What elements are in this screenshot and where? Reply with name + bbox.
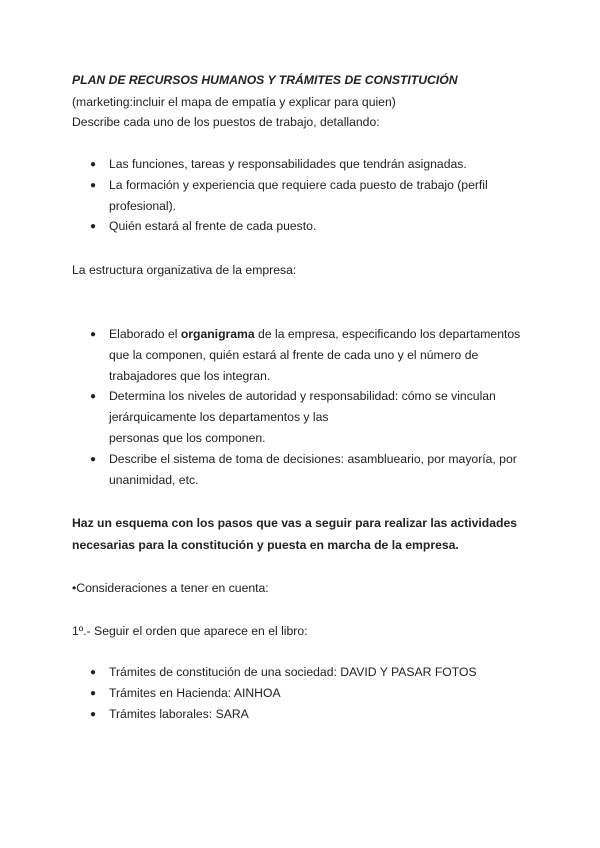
list-item: Describe el sistema de toma de decisiones: asamblueario, por mayoría, por <box>109 452 517 466</box>
bullet-icon: ● <box>90 180 97 191</box>
list-item: Determina los niveles de autoridad y responsabilidad: cómo se vinculan <box>109 389 496 403</box>
list-item: Quién estará al frente de cada puesto. <box>109 219 317 233</box>
estructura-heading: La estructura organizativa de la empresa: <box>72 263 297 277</box>
bullet-icon: ● <box>90 391 97 402</box>
document-title: PLAN DE RECURSOS HUMANOS Y TRÁMITES DE CONSTITUCIÓN <box>72 73 458 87</box>
list-item: Las funciones, tareas y responsabilidades que tendrán asignadas. <box>109 157 467 171</box>
list-item-continuation: jerárquicamente los departamentos y las <box>109 410 329 424</box>
list-item: Trámites de constitución de una sociedad: DAVID Y PASAR FOTOS <box>109 665 477 679</box>
bullet-icon: ● <box>90 329 97 340</box>
list-item-text: Elaborado el <box>109 327 181 341</box>
list-item: La formación y experiencia que requiere cada puesto de trabajo (perfil <box>109 178 488 192</box>
consideraciones-heading: •Consideraciones a tener en cuenta: <box>72 581 269 595</box>
esquema-paragraph-continuation: necesarias para la constitución y puesta en marcha de la empresa. <box>72 538 459 552</box>
list-item-continuation: que la componen, quién estará al frente de cada uno y el número de <box>109 348 479 362</box>
list-item-text: de la empresa, especificando los departamentos <box>254 327 521 341</box>
paso-1: 1º.- Seguir el orden que aparece en el libro: <box>72 624 308 638</box>
bullet-icon: ● <box>90 667 97 678</box>
list-item-continuation: personas que los componen. <box>109 431 266 445</box>
bullet-icon: ● <box>90 709 97 720</box>
list-item: Trámites laborales: SARA <box>109 707 249 721</box>
list-item: Trámites en Hacienda: AINHOA <box>109 686 281 700</box>
intro-paragraph: Describe cada uno de los puestos de trabajo, detallando: <box>72 115 380 129</box>
list-item-continuation: unanimidad, etc. <box>109 473 199 487</box>
bullet-icon: ● <box>90 221 97 232</box>
bullet-icon: ● <box>90 454 97 465</box>
esquema-paragraph: Haz un esquema con los pasos que vas a seguir para realizar las actividades <box>72 516 518 530</box>
list-item <box>109 326 520 342</box>
bullet-icon: ● <box>90 159 97 170</box>
list-item-continuation: profesional). <box>109 199 177 213</box>
document-subtitle: (marketing:incluir el mapa de empatía y explicar para quien) <box>72 95 396 109</box>
bullet-icon: ● <box>90 688 97 699</box>
list-item-continuation: trabajadores que los integran. <box>109 369 271 383</box>
organigrama-bold: organigrama <box>180 327 255 341</box>
